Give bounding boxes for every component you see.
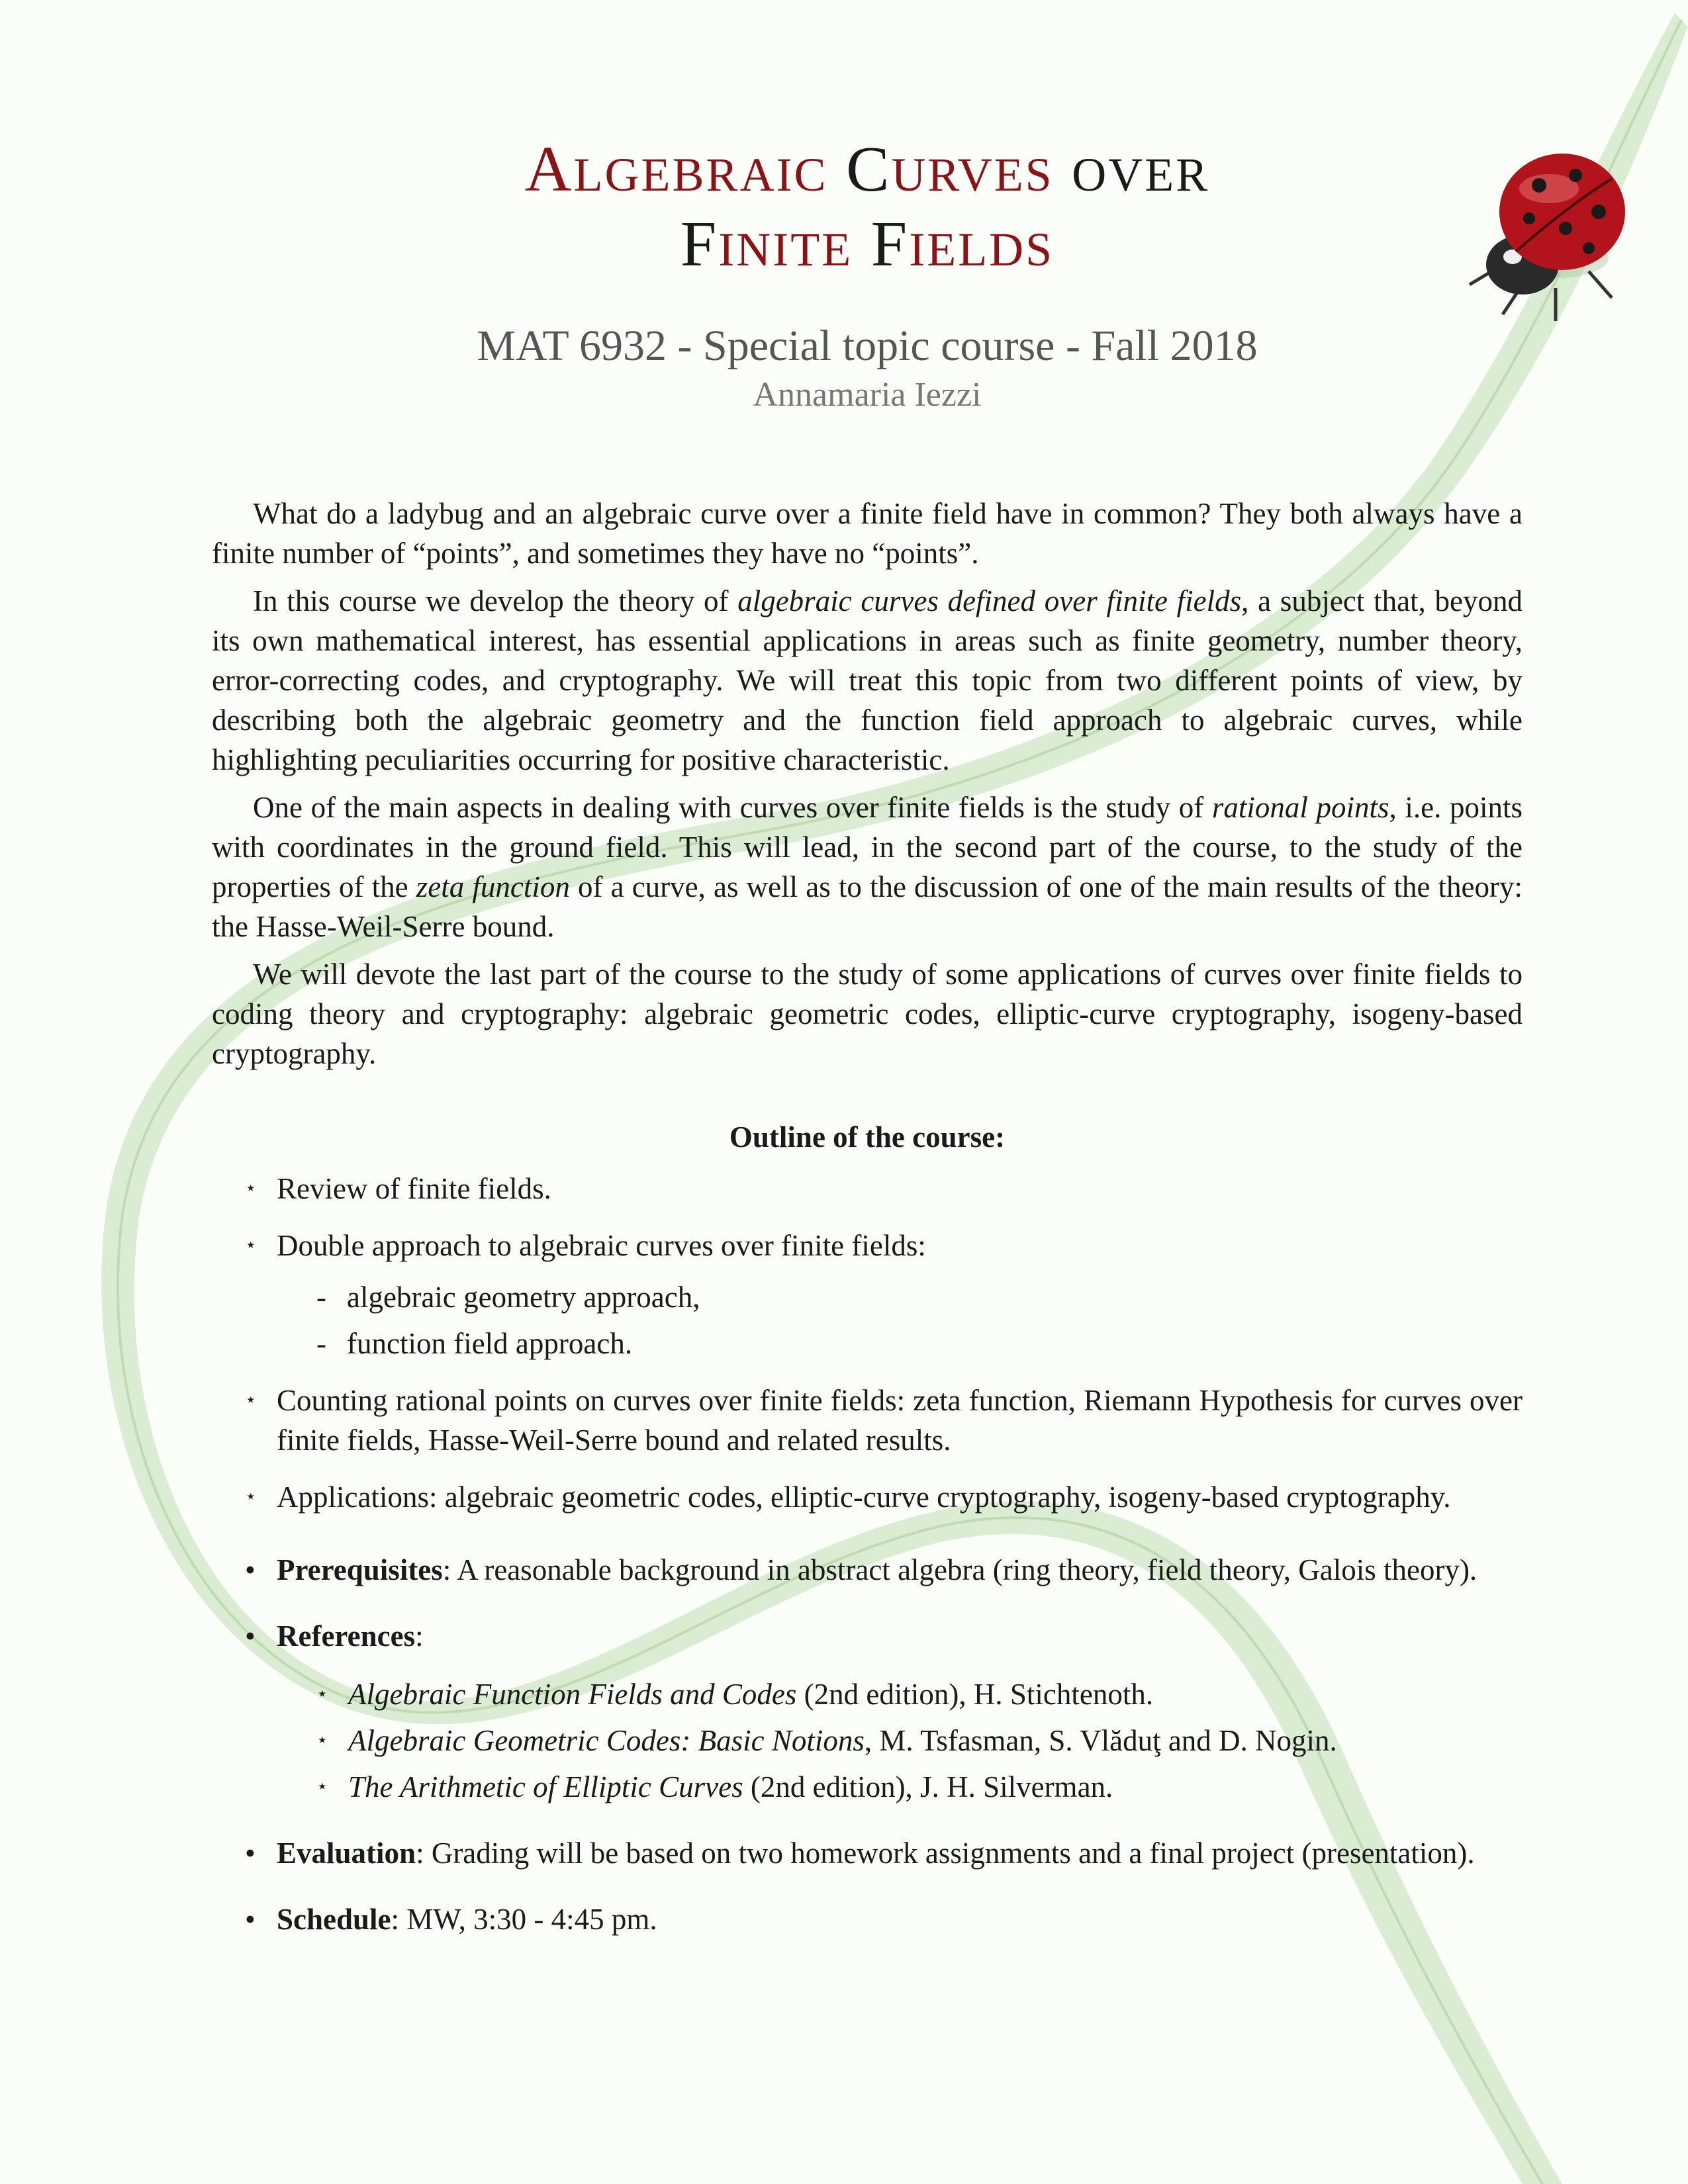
sub-list (277, 1277, 1523, 1363)
sub-list-item (316, 1277, 1523, 1317)
outline-heading: Outline of the course: (729, 1120, 1006, 1154)
list-item (245, 1226, 1523, 1363)
evaluation-item (245, 1833, 1523, 1873)
list-item (245, 1477, 1523, 1517)
title-cap: F (870, 208, 910, 280)
list-item-text: Applications: algebraic geometric codes, elliptic-curve cryptography, isogeny-based cryptography. (277, 1480, 1451, 1514)
reference-item (316, 1767, 1523, 1807)
item-label: References (277, 1619, 416, 1653)
prerequisites-item (245, 1550, 1523, 1590)
text-run: of a curve, as well as to the discussion of one of the main results of the theory: the Hasse-Weil-Serre bound. (212, 870, 1523, 944)
course-subtitle: MAT 6932 - Special topic course - Fall 2018 (477, 322, 1258, 371)
book-details: (2nd edition), J. H. Silverman. (743, 1770, 1113, 1804)
course-info-list (212, 1550, 1523, 1939)
list-item (245, 1381, 1523, 1460)
text-run: , i.e. points with coordinates in the ground field. This will lead, in the second part of the course, to the study of the properties of the (212, 791, 1523, 904)
book-title: The Arithmetic of Elliptic Curves (348, 1770, 743, 1804)
title-word: URVES (891, 148, 1054, 201)
instructor-name: Annamaria Iezzi (753, 376, 982, 414)
title-word: LGEBRAIC (573, 148, 828, 201)
star-icon: ⋆ (316, 1776, 328, 1797)
text-run: , a subject that, beyond its own mathematical interest, has essential applications in areas such as finite geometry, number theory, error-correcting codes, and cryptography. We will treat this topic from two different points of view, by describing both the algebraic geometry and the function field approach to algebraic curves, while highlighting peculiarities occurring for positive characteristic. (212, 584, 1523, 777)
title-cap: C (846, 134, 892, 205)
book-title: Algebraic Geometric Codes: Basic Notions (348, 1724, 865, 1758)
course-flyer (212, 132, 1523, 1966)
title-word: INITE (718, 222, 853, 276)
paragraph-3 (212, 788, 1523, 946)
reference-item (316, 1674, 1523, 1714)
emphasis: rational points (1211, 791, 1389, 825)
list-item-text: Double approach to algebraic curves over finite fields: (277, 1229, 926, 1263)
emphasis: zeta function (416, 870, 570, 904)
text-run: In this course we develop the theory of (253, 584, 738, 618)
item-label: Evaluation (277, 1837, 416, 1870)
emphasis: algebraic curves defined over finite fields (737, 584, 1242, 618)
list-item-text: algebraic geometry approach, (347, 1281, 700, 1314)
bullet-icon: • (245, 1619, 256, 1653)
star-icon: ⋆ (245, 1178, 257, 1199)
bullet-icon: • (245, 1553, 256, 1587)
bullet-icon: • (245, 1837, 256, 1870)
course-title (212, 132, 1523, 281)
title-line-1 (212, 132, 1523, 207)
star-icon: ⋆ (316, 1684, 328, 1705)
sub-list-item (316, 1324, 1523, 1363)
schedule-item (245, 1899, 1523, 1939)
item-text: : (415, 1619, 424, 1653)
list-item-text: function field approach. (347, 1327, 633, 1361)
item-text: : MW, 3:30 - 4:45 pm. (391, 1903, 657, 1936)
star-icon: ⋆ (245, 1235, 257, 1256)
list-item-text: Review of finite fields. (277, 1172, 551, 1206)
outline-list (212, 1169, 1523, 1517)
references-item (245, 1616, 1523, 1807)
item-text: : A reasonable background in abstract algebra (ring theory, field theory, Galois theory). (442, 1553, 1477, 1587)
title-word: OVER (1072, 148, 1210, 201)
bullet-icon: • (245, 1903, 256, 1936)
star-icon: ⋆ (316, 1730, 328, 1751)
course-description (212, 494, 1523, 1073)
list-item (245, 1169, 1523, 1208)
text-run: One of the main aspects in dealing with curves over finite fields is the study of (253, 791, 1212, 825)
dash-icon: - (316, 1281, 326, 1314)
list-item-text: Counting rational points on curves over finite fields: zeta function, Riemann Hypothesis for curves over finite fields, Hasse-Weil-Serre bound and related results. (277, 1384, 1523, 1457)
book-details: , M. Tsfasman, S. Vlăduţ and D. Nogin. (864, 1724, 1337, 1758)
paragraph-4: We will devote the last part of the course to the study of some applications of curves over finite fields to coding theory and cryptography: algebraic geometric codes, elliptic-curve cryptography, isogeny-based cryptography. (212, 958, 1523, 1071)
star-icon: ⋆ (245, 1390, 257, 1411)
item-label: Prerequisites (277, 1553, 443, 1587)
paragraph-1: What do a ladybug and an algebraic curve over a finite field have in common? They both always have a finite number of “points”, and sometimes they have no “points”. (212, 497, 1523, 570)
book-title: Algebraic Function Fields and Codes (348, 1678, 797, 1711)
title-cap: F (680, 208, 719, 280)
title-cap: A (524, 134, 574, 205)
dash-icon: - (316, 1327, 326, 1361)
reference-item (316, 1721, 1523, 1760)
title-word: IELDS (909, 222, 1055, 276)
title-line-2 (212, 207, 1523, 282)
book-details: (2nd edition), H. Stichtenoth. (796, 1678, 1154, 1711)
star-icon: ⋆ (245, 1486, 257, 1508)
item-label: Schedule (277, 1903, 391, 1936)
item-text: : Grading will be based on two homework assignments and a final project (presentation). (416, 1837, 1475, 1870)
reference-list (277, 1674, 1523, 1807)
paragraph-2 (212, 581, 1523, 780)
